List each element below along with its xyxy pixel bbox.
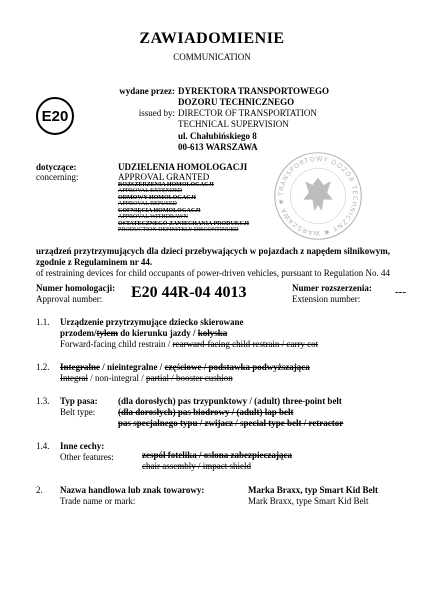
orientation-carry-cot: kołyska [197,328,228,338]
extension-label-en: Extension number: [292,294,361,304]
belt-three-point: (dla dorosłych) pas trzypunktowy / (adult) three-point belt [118,396,342,406]
concerning-label-en: concerning: [36,172,79,182]
issuer-name-en-1: DIRECTOR OF TRANSPORTATION [178,108,317,118]
orientation-forward: przodem/ [60,328,97,338]
integral-struck: Integralne [60,362,100,372]
trade-name-label-pl: Nazwa handlowa lub znak towarowy: [60,485,205,495]
concerning-item: APPROVAL WITHDRAWN [118,214,188,220]
item-1-1-pl-line-2 [60,328,227,338]
intro-pl-line-2: zgodnie z Regulaminem nr 44. [36,257,153,267]
issuer-name-pl-2: DOZORU TECHNICZNEGO [178,97,295,107]
issuer-name-en-2: TECHNICAL SUPERVISION [178,119,289,129]
item-number: 1.4. [36,441,50,451]
belt-lap: (dla dorosłych) pas biodrowy / (adult) lap belt [118,407,294,417]
issuer-address-1: ul. Chałubińskiego 8 [178,131,257,141]
belt-special: pas specjalnego typu / zwijacz / special type belt / retractor [118,418,344,428]
item-1-1-en-kept: Forward-facing child restrain / [60,339,173,349]
trade-name-value-pl: Marka Braxx, typ Smart Kid Belt [248,485,378,495]
item-1-1-pl-line-1: Urządzenie przytrzymujące dziecko skierowane [60,317,244,327]
integral-en-struck: Integral [60,373,88,383]
concerning-item: OSTATECZNEGO ZANIECHANIA PRODUKCJI [118,221,250,227]
concerning-item: PRODUCTION DEFINITELY DISCONTINUED [118,227,239,233]
issuer-label-en: issued by: [138,108,175,118]
item-1-1-en-line [60,339,318,349]
approval-number: E20 44R-04 4013 [131,284,247,301]
item-1-1-en-struck: rearward-facing child restrain / carry cot [172,339,319,349]
trade-name-value-en: Mark Braxx, type Smart Kid Belt [248,496,369,506]
concerning-item: COFNIĘCIA HOMOLOGACJI [118,208,201,214]
e-mark-logo [36,97,74,135]
concerning-item: ROZSZERZENIA HOMOLOGACJI [118,182,214,188]
document-subtitle: COMMUNICATION [173,52,251,62]
intro-pl-line-1: urządzeń przytrzymujących dla dzieci przebywających w pojazdach z napędem silnikowym, [36,246,390,256]
document-title: ZAWIADOMIENIE [139,30,285,47]
item-1-2-pl-line [60,362,310,372]
nonintegral-en-kept: / non-integral / [87,373,146,383]
svg-text:TRANSPORTOWY DOZÓR TECHNICZNY: TRANSPORTOWY DOZÓR TECHNICZNY ✱ WARSZAWA ✱ [276,154,360,238]
e-mark-text: E20 [41,107,69,125]
belt-type-label-pl: Typ pasa: [60,396,98,406]
other-features-pl: zespół fotelika / osłona zabezpieczająca [142,450,292,460]
concerning-item: ODMOWY HOMOLOGACJI [118,195,196,201]
issuer-address-2: 00-613 WARSZAWA [178,142,258,152]
belt-type-label-en: Belt type: [60,407,96,417]
concerning-item: UDZIELENIA HOMOLOGACJI [118,162,248,172]
item-number: 1.3. [36,396,50,406]
partial-en-struck: partial / booster cushion [145,373,233,383]
item-number: 1.2. [36,362,50,372]
item-number: 2. [36,485,43,495]
approval-label-pl: Numer homologacji: [36,283,116,293]
other-features-label-pl: Inne cechy: [60,441,105,451]
item-1-2-en-line [60,373,233,383]
partial-struck: częściowe / podstawka podwyższająca [164,362,310,372]
extension-label-pl: Numer rozszerzenia: [292,283,372,293]
concerning-label-pl: dotyczące: [36,162,77,172]
item-number: 1.1. [36,317,50,327]
issuer-label-pl: wydane przez: [119,86,175,96]
orientation-text: do kierunku jazdy / [118,328,198,338]
approval-label-en: Approval number: [36,294,103,304]
orientation-rearward: tyłem [96,328,118,338]
official-seal-icon [272,150,364,242]
other-features-en: chair assembly / impact shield [142,461,251,471]
concerning-item: APPROVAL EXTENDED [118,188,183,194]
nonintegral-kept: / nieintegralne / [100,362,165,372]
intro-en-line: of restraining devices for child occupants of power-driven vehicles, pursuant to Regulation No. 44 [36,268,390,278]
issuer-name-pl-1: DYREKTORA TRANSPORTOWEGO [178,86,329,96]
concerning-item: APPROVAL GRANTED [118,172,210,182]
other-features-label-en: Other features: [60,452,114,462]
trade-name-label-en: Trade name or mark: [60,496,136,506]
concerning-item: APPROVAL REFUSED [118,201,177,207]
extension-value: --- [395,286,406,298]
